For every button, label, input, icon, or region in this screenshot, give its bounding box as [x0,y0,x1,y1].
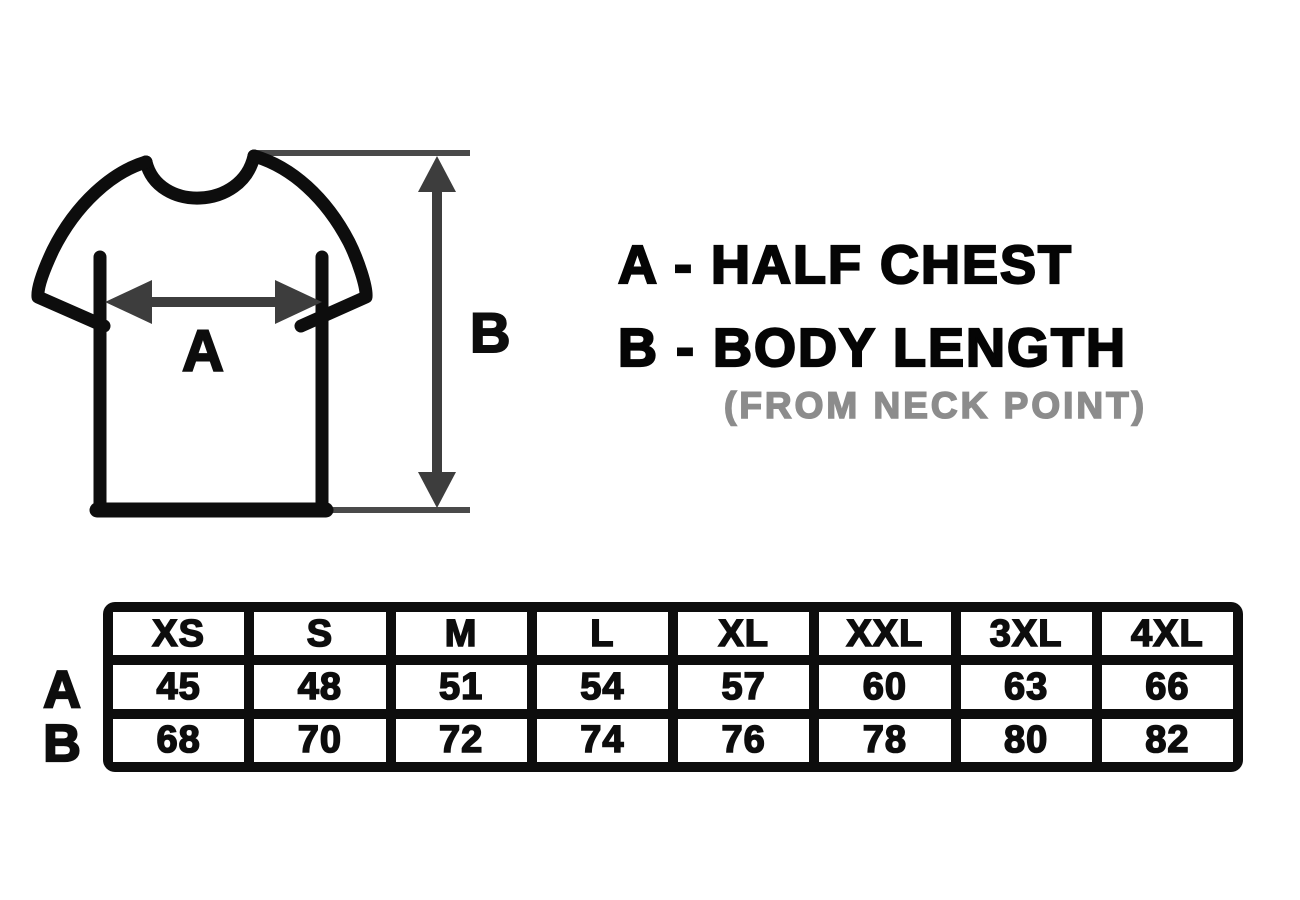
table-row-label-a: A [43,661,81,719]
arrowhead-up [418,156,456,192]
body-length-cell: 68 [113,719,244,762]
arrowhead-down [418,472,456,508]
half-chest-cell: 60 [819,665,950,708]
body-length-cell: 80 [961,719,1092,762]
tshirt-collar [146,156,254,198]
body-length-cell: 70 [254,719,385,762]
size-header-cell: 3XL [961,612,1092,655]
size-header-cell: M [396,612,527,655]
size-header-cell: XS [113,612,244,655]
size-table [103,602,1243,772]
half-chest-cell: 54 [537,665,668,708]
body-length-cell: 74 [537,719,668,762]
body-length-cell: 76 [678,719,809,762]
half-chest-cell: 45 [113,665,244,708]
body-length-arrow-icon [418,156,456,508]
diagram-label-a: A [182,319,224,384]
arrowhead-left [105,280,152,324]
half-chest-cell: 51 [396,665,527,708]
table-row-label-b: B [43,715,81,773]
tshirt-measurement-diagram [0,0,560,560]
legend-half-chest: A - HALF CHEST [618,235,1073,295]
half-chest-arrow-icon [105,280,322,324]
size-header-cell: XXL [819,612,950,655]
size-header-cell: L [537,612,668,655]
half-chest-cell: 66 [1102,665,1233,708]
diagram-label-b: B [470,301,511,364]
size-header-cell: S [254,612,385,655]
body-length-cell: 82 [1102,719,1233,762]
half-chest-cell: 57 [678,665,809,708]
size-header-cell: XL [678,612,809,655]
size-header-cell: 4XL [1102,612,1233,655]
legend-body-length: B - BODY LENGTH [618,318,1128,378]
half-chest-cell: 48 [254,665,385,708]
half-chest-cell: 63 [961,665,1092,708]
legend-neck-point-note: (FROM NECK POINT) [724,385,1148,426]
body-length-cell: 72 [396,719,527,762]
body-length-cell: 78 [819,719,950,762]
